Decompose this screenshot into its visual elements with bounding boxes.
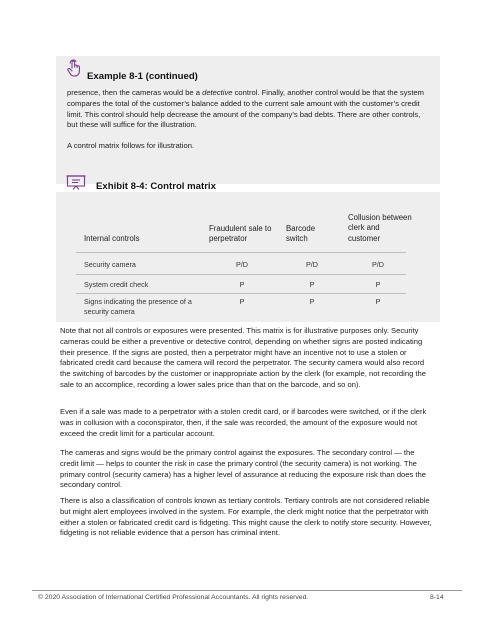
table-row-control-label: System credit check — [84, 280, 149, 289]
table-row-rule — [76, 293, 406, 294]
presentation-board-icon — [66, 174, 86, 190]
column-header-internal-controls: Internal controls — [84, 234, 140, 243]
table-row-control-label: Security camera — [84, 260, 136, 269]
body-paragraph-3: The cameras and signs would be the primary control against the exposures. The secondary control — the credit limit — helps to counter the risk in case the primary control (the security camera) is not working. The primary control (security camera) has a higher level of assurance at reducing the exposure risk than does the secondary control. — [60, 448, 426, 490]
hand-pointer-icon — [66, 59, 82, 77]
column-header-collusion: Collusion between clerk and customer — [348, 213, 412, 243]
table-cell: P/D — [372, 260, 384, 269]
table-row-control-label: Signs indicating the presence of a security camera — [84, 297, 192, 316]
footer-copyright: © 2020 Association of International Certified Professional Accountants. All rights reserved. — [38, 594, 309, 601]
table-row-rule — [76, 274, 406, 275]
page-number: 8-14 — [430, 594, 444, 601]
table-cell: P — [309, 297, 315, 306]
example-paragraph-1: presence, then the cameras would be a detective control. Finally, another control would be that the system compares the total of the customer’s balance added to the current sale amount with the customer’s credit limit. This control should help decrease the amount of the company’s bad debts. There are other controls, but these will suffice for the illustration. — [67, 88, 424, 130]
example-title: Example 8-1 (continued) — [87, 71, 198, 82]
table-cell: P — [375, 280, 381, 289]
table-cell: P — [309, 280, 315, 289]
table-cell: P — [239, 297, 245, 306]
table-cell: P — [375, 297, 381, 306]
body-paragraph-2: Even if a sale was made to a perpetrator with a stolen credit card, or if barcodes were switched, or if the clerk was in collusion with a coconspirator, then, if the sale was recorded, the amount of the exposure would not exceed the credit limit for a particular account. — [60, 407, 427, 438]
body-paragraph-4: There is also a classification of controls known as tertiary controls. Tertiary controls are not considered reliable but might alert employees involved in the system. For example, the clerk might notice that the perpetrator with either a stolen or fabricated credit card is fidgeting. This might cause the clerk to notify store security. However, fidgeting is not reliable evidence that a person has criminal intent. — [60, 496, 432, 538]
column-header-fraudulent-sale: Fraudulent sale to perpetrator — [209, 224, 272, 244]
table-cell: P/D — [306, 260, 318, 269]
table-cell: P/D — [236, 260, 248, 269]
body-paragraph-1: Note that not all controls or exposures were presented. This matrix is for illustrative purposes only. Security cameras could be either a preventive or detective control, depending on whether signs are posted indicating their presence. If the signs are posted, then a perpetrator might have an incentive not to use a stolen or fabricated credit card because the camera will record the perpetrator. The security camera would also record the switching of barcodes by the customer or inappropriate action by the clerk (for example, not recording the sale to an accomplice, recording a lower sales price than that on the barcode, and so on). — [60, 326, 426, 389]
footer-rule — [32, 590, 462, 591]
table-cell: P — [239, 280, 245, 289]
table-header-rule — [76, 252, 406, 253]
exhibit-title: Exhibit 8-4: Control matrix — [96, 181, 216, 192]
example-paragraph-2: A control matrix follows for illustration. — [67, 141, 195, 150]
column-header-barcode-switch: Barcode switch — [286, 224, 316, 244]
